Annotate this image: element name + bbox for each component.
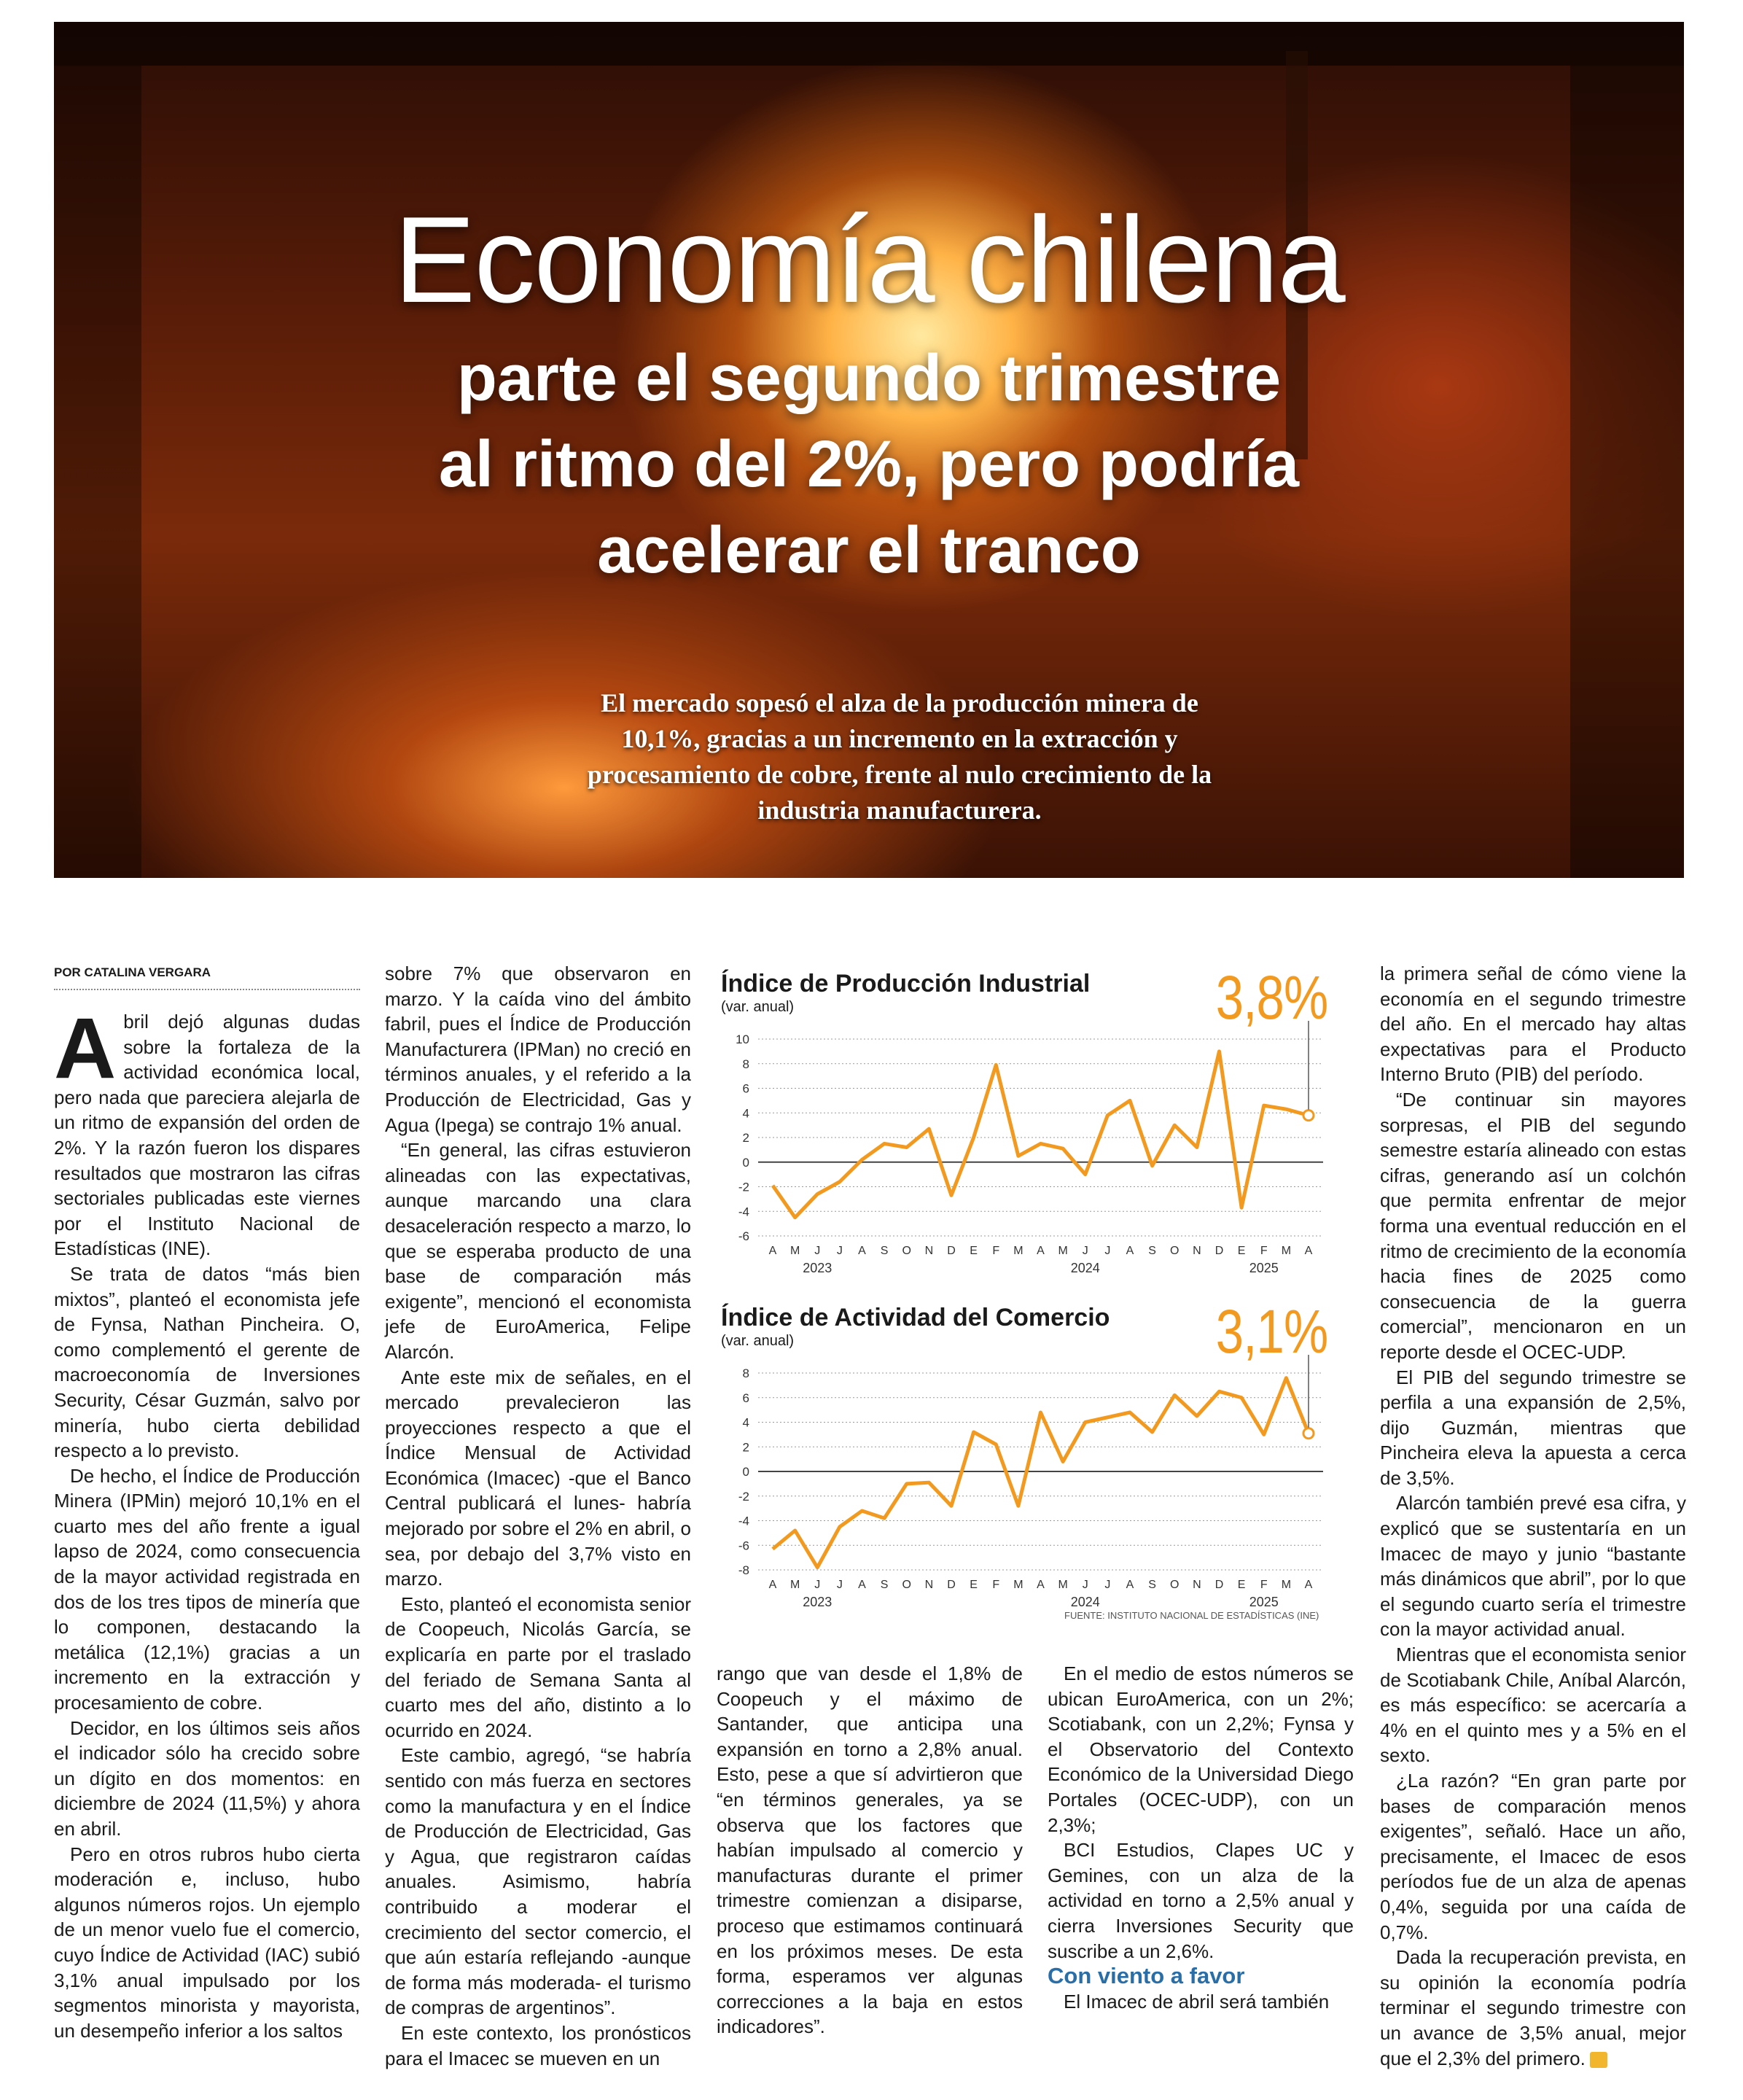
x-tick-label: D xyxy=(947,1245,956,1257)
x-tick-label: S xyxy=(1148,1245,1156,1257)
y-tick-label: 2 xyxy=(742,1440,749,1455)
x-tick-label: E xyxy=(1237,1245,1246,1257)
y-tick-label: 0 xyxy=(742,1155,749,1170)
y-tick-label: -8 xyxy=(738,1563,749,1577)
y-tick-label: 10 xyxy=(736,1032,749,1046)
year-label: 2025 xyxy=(1249,1261,1279,1275)
chart-title: Índice de Actividad del Comercio xyxy=(721,1304,1110,1331)
y-tick-label: 4 xyxy=(742,1415,749,1430)
x-tick-label: J xyxy=(1104,1579,1111,1591)
headline-line3: al ritmo del 2%, pero podría xyxy=(438,428,1300,501)
x-tick-label: M xyxy=(1013,1245,1023,1257)
x-tick-label: M xyxy=(789,1245,800,1257)
paragraph: Este cambio, agregó, “se habría sentido con más fuerza en sectores como la manufactura y en el Índice de Producción de Electricidad, Gas y Agua, que registraron caídas anuales. Asimismo, habría contribuido a moderar el crecimiento del sector comercio, el que aún estaría reflejando -aunque de forma más moderada- el turismo de compras de argentinos”. xyxy=(385,1744,691,2019)
y-tick-label: 4 xyxy=(742,1106,749,1121)
x-tick-label: S xyxy=(880,1245,889,1257)
paragraph: Dada la recuperación prevista, en su opinión la economía podría terminar el segundo trimestre con un avance de 3,5% anual, mejor que el 2,3% del primero. xyxy=(1380,1946,1686,2069)
x-tick-label: M xyxy=(1058,1579,1068,1591)
paragraph: Esto, planteó el economista senior de Coopeuch, Nicolás García, se explicaría en parte por el traslado del feriado de Semana Santa al cuarto mes del año, distinto a lo ocurrido en 2024. xyxy=(385,1592,691,1741)
headline-line2: parte el segundo trimestre xyxy=(456,342,1282,415)
paragraph: Pero en otros rubros hubo cierta moderación e, incluso, hubo algunos números rojos. Un ejemplo de un menor vuelo fue el comercio, cuyo Índice de Actividad (IAC) subió 3,1% anual impulsado por los segmentos minorista y mayorista, un desempeño inferior a los saltos xyxy=(54,1843,360,2042)
x-tick-label: J xyxy=(836,1579,843,1591)
x-tick-label: A xyxy=(1304,1579,1313,1591)
x-tick-label: E xyxy=(970,1245,978,1257)
y-tick-label: -2 xyxy=(738,1180,749,1194)
x-tick-label: D xyxy=(947,1579,956,1591)
headline: Economía chilena xyxy=(394,191,1344,328)
x-tick-label: J xyxy=(814,1579,821,1591)
y-tick-label: 8 xyxy=(742,1366,749,1380)
chart-unit: (var. anual) xyxy=(721,999,795,1015)
chart-source: FUENTE: INSTITUTO NACIONAL DE ESTADÍSTICAS (INE) xyxy=(1064,1610,1319,1621)
paragraph: En el medio de estos números se ubican EuroAmerica, con un 2%; Scotiabank, con un 2,2%; Fynsa y el Observatorio del Contexto Económico de la Universidad Diego Portales (OCEC-UDP), con un 2,3%; xyxy=(1048,1662,1354,1836)
chart-unit: (var. anual) xyxy=(721,1333,795,1349)
paragraph: El PIB del segundo trimestre se perfila a una expansión de 2,5%, dijo Guzmán, mientras que Pincheira eleva la apuesta a cerca de 3,5%. xyxy=(1380,1366,1686,1489)
x-tick-label: O xyxy=(902,1245,911,1257)
x-tick-label: D xyxy=(1214,1245,1224,1257)
paragraph: Mientras que el economista senior de Scotiabank Chile, Aníbal Alarcón, es más específico: se acercaría a 4% en el quinto mes y a 5% en el sexto. xyxy=(1380,1644,1686,1767)
x-tick-label: O xyxy=(1170,1579,1179,1591)
y-tick-label: -2 xyxy=(738,1489,749,1504)
x-tick-label: M xyxy=(1013,1579,1023,1591)
y-tick-label: -4 xyxy=(738,1514,749,1528)
x-tick-label: M xyxy=(1281,1579,1292,1591)
drop-cap: A xyxy=(54,1000,117,1097)
year-label: 2024 xyxy=(1070,1595,1100,1609)
x-tick-label: O xyxy=(1170,1245,1179,1257)
x-tick-label: J xyxy=(1082,1245,1088,1257)
paragraph: ¿La razón? “En gran parte por bases de comparación menos exigentes”, señaló. Hace un año, precisamente, el Imacec de esos períodos fue de un alza de apenas 0,4%, seguida por una caída de 0,7%. xyxy=(1380,1770,1686,1943)
y-tick-label: -6 xyxy=(738,1229,749,1243)
year-label: 2023 xyxy=(803,1595,832,1609)
article-column-3 xyxy=(717,1661,1023,2039)
x-tick-label: J xyxy=(1104,1245,1111,1257)
x-tick-label: J xyxy=(814,1245,821,1257)
y-tick-label: 6 xyxy=(742,1391,749,1405)
paragraph: “De continuar sin mayores sorpresas, el PIB del segundo semestre estaría alineado con estas cifras, generando así un colchón que permita enfrentar de mejor forma una eventual reducción en el ritmo de crecimiento de la economía hacia fines de 2025 como consecuencia de la guerra comercial”, mencionaron en un reporte desde el OCEC-UDP. xyxy=(1380,1088,1686,1363)
x-tick-label: O xyxy=(902,1579,911,1591)
x-tick-label: J xyxy=(836,1245,843,1257)
x-tick-label: F xyxy=(1260,1245,1268,1257)
chart-iac xyxy=(718,1297,1335,1610)
subheadline: El mercado sopesó el alza de la producción minera de 10,1%, gracias a un incremento en la extracción y procesamiento de cobre, frente al nulo crecimiento de la industria manufacturera. xyxy=(587,688,1212,825)
x-tick-label: S xyxy=(880,1579,889,1591)
section-subtitle: Con viento a favor xyxy=(1048,1963,1245,1989)
chart-ipi xyxy=(718,963,1335,1276)
paragraph: sobre 7% que observaron en marzo. Y la caída vino del ámbito fabril, pues el Índice de Producción Manufacturera (IPMan) no creció en términos anuales, y el referido a la Producción de Electricidad, Gas y Agua (Ipega) se contrajo 1% anual. xyxy=(385,962,691,1136)
paragraph: BCI Estudios, Clapes UC y Gemines, con un alza de la actividad en torno a 2,5% anual y cierra Inversiones Security que suscribe a un 2,6%. xyxy=(1048,1839,1354,1962)
x-tick-label: N xyxy=(924,1579,934,1591)
paragraph: El Imacec de abril será también xyxy=(1064,1990,1330,2012)
paragraph: Decidor, en los últimos seis años el indicador sólo ha crecido sobre un dígito en dos momentos: en diciembre de 2024 (11,5%) y ahora en abril. xyxy=(54,1716,360,1840)
paragraph: En este contexto, los pronósticos para el Imacec se mueven en un xyxy=(385,2021,691,2069)
chart-highlight-value: 3,8% xyxy=(1215,963,1327,1032)
x-tick-label: A xyxy=(1037,1579,1045,1591)
x-tick-label: E xyxy=(970,1579,978,1591)
x-tick-label: A xyxy=(768,1245,777,1257)
y-tick-label: 6 xyxy=(742,1081,749,1096)
y-tick-label: 8 xyxy=(742,1057,749,1071)
x-tick-label: A xyxy=(1126,1579,1134,1591)
x-tick-label: J xyxy=(1082,1579,1088,1591)
x-tick-label: N xyxy=(1193,1245,1201,1257)
x-tick-label: A xyxy=(1304,1245,1313,1257)
chart-title: Índice de Producción Industrial xyxy=(721,970,1091,998)
x-tick-label: N xyxy=(924,1245,934,1257)
x-tick-label: A xyxy=(768,1579,777,1591)
headline-line4: acelerar el tranco xyxy=(597,514,1141,587)
data-point xyxy=(1303,1428,1314,1439)
paragraph: Ante este mix de señales, en el mercado prevalecieron las proyecciones respecto a que el Índice Mensual de Actividad Económica (Imacec) -que el Banco Central publicará el lunes- habría mejorado por sobre el 2% en abril, o sea, por debajo del 3,7% visto en marzo. xyxy=(385,1366,691,1590)
data-point xyxy=(1303,1111,1314,1121)
series-line xyxy=(773,1378,1309,1568)
paragraph: Se trata de datos “más bien mixtos”, planteó el economista jefe de Fynsa, Nathan Pincheira. O, como complementó el gerente de macroeconomía de Inversiones Security, César Guzmán, salvo por minería, hubo cierta debilidad respecto a lo previsto. xyxy=(54,1262,360,1462)
year-label: 2023 xyxy=(803,1261,832,1275)
paragraph: bril dejó algunas dudas sobre la fortaleza de la actividad económica local, pero nada que pareciera alejarla de un ritmo de expansión del orden de 2%. Y la razón fueron los dispares resultados que mostraron las cifras sectoriales publicadas este viernes por el Instituto Nacional de Estadísticas (INE). xyxy=(54,1011,360,1260)
article-column-1 xyxy=(54,1000,360,2043)
x-tick-label: A xyxy=(1037,1245,1045,1257)
x-tick-label: N xyxy=(1193,1579,1201,1591)
paragraph: Alarcón también prevé esa cifra, y explicó que se sustentaría en un Imacec de mayo y junio “bastante más dinámicos que abril”, por lo que el segundo cuarto sería el trimestre con la mayor actividad anual. xyxy=(1380,1492,1686,1641)
x-tick-label: F xyxy=(1260,1579,1268,1591)
end-mark-icon xyxy=(1590,2052,1607,2068)
year-label: 2024 xyxy=(1070,1261,1100,1275)
x-tick-label: S xyxy=(1148,1579,1156,1591)
x-tick-label: D xyxy=(1214,1579,1224,1591)
y-tick-label: 0 xyxy=(742,1465,749,1479)
y-tick-label: 2 xyxy=(742,1131,749,1145)
series-line xyxy=(773,1051,1309,1218)
x-tick-label: F xyxy=(992,1245,1000,1257)
x-tick-label: M xyxy=(789,1579,800,1591)
x-tick-label: M xyxy=(1281,1245,1292,1257)
year-label: 2025 xyxy=(1249,1595,1279,1609)
x-tick-label: A xyxy=(858,1245,866,1257)
article-column-5 xyxy=(1380,961,1686,2071)
byline: POR CATALINA VERGARA xyxy=(54,965,360,990)
x-tick-label: E xyxy=(1237,1579,1246,1591)
paragraph: la primera señal de cómo viene la economía en el segundo trimestre del año. En el mercado hay altas expectativas para el Producto Interno Bruto (PIB) del período. xyxy=(1380,962,1686,1086)
x-tick-label: F xyxy=(992,1579,1000,1591)
paragraph: “En general, las cifras estuvieron alineadas con las expectativas, aunque marcando una clara desaceleración respecto a marzo, lo que se esperaba producto de una base de comparación más exigente”, mencionó el economista jefe de EuroAmerica, Felipe Alarcón. xyxy=(385,1139,691,1363)
paragraph: De hecho, el Índice de Producción Minera (IPMin) mejoró 10,1% en el cuarto mes del año frente a igual lapso de 2024, como consecuencia de la mayor actividad registrada en dos de los tres tipos de minería que lo componen, destacando la metálica (12,1%) gracias a un incremento en la extracción y procesamiento de cobre. xyxy=(54,1464,360,1714)
hero-image xyxy=(54,22,1684,878)
x-tick-label: A xyxy=(1126,1245,1134,1257)
paragraph: rango que van desde el 1,8% de Coopeuch y el máximo de Santander, que anticipa una expansión en torno a 2,8% anual. Esto, pese a que sí advirtieron que “en términos generales, ya se observa que los factores que habían impulsado al comercio y manufacturas durante el primer trimestre comienzan a disiparse, proceso que estimamos continuará en los próximos meses. De esta forma, esperamos ver algunas correcciones a la baja en estos indicadores”. xyxy=(717,1662,1023,2038)
article-column-2 xyxy=(385,961,691,2071)
y-tick-label: -6 xyxy=(738,1539,749,1553)
y-tick-label: -4 xyxy=(738,1205,749,1219)
article-column-4 xyxy=(1048,1661,1354,2014)
chart-highlight-value: 3,1% xyxy=(1215,1297,1327,1366)
x-tick-label: M xyxy=(1058,1245,1068,1257)
x-tick-label: A xyxy=(858,1579,866,1591)
